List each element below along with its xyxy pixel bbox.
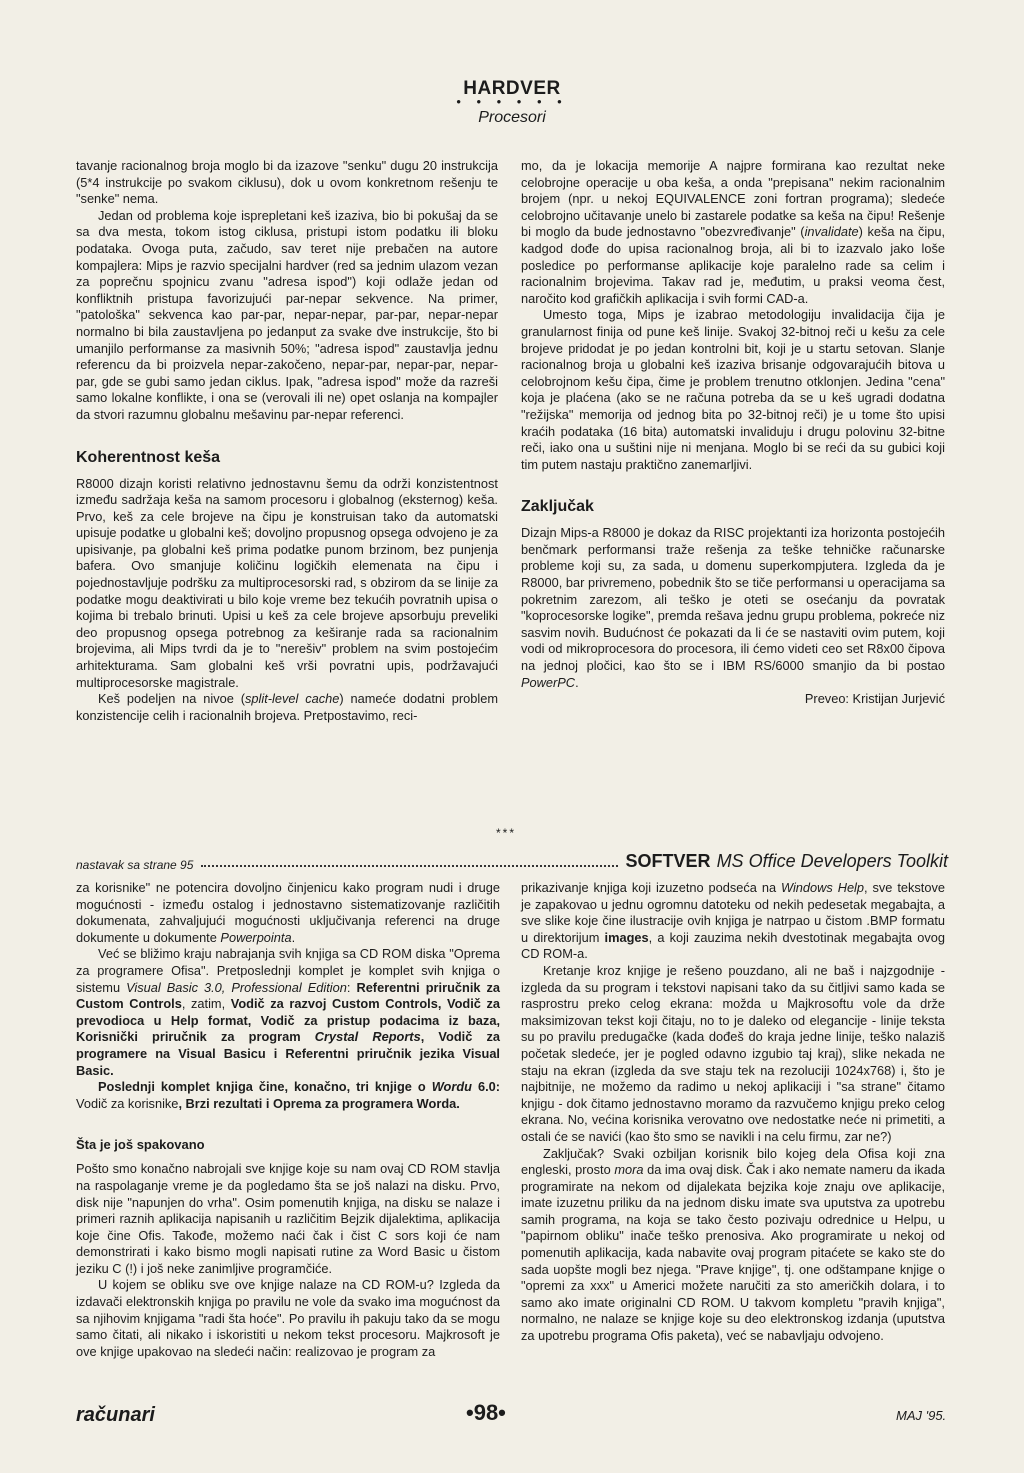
subsection-title: Procesori <box>478 109 546 126</box>
translator-credit: Preveo: Kristijan Jurjević <box>804 691 945 707</box>
section-separator-stars: *** <box>496 826 517 840</box>
header-dots: • • • • • • <box>456 94 568 109</box>
paragraph: R8000 dizajn koristi relativno jednostavnu šemu da održi konzistentnost između sadržaja keša na samom procesoru i globalnog (eksternog) keša. Prvo, keš za cele brojeve na čipu je konstruisan tako da automatski upisuje podatke u globalni keš; dovoljno propusnog opsega odvojeno je za upisivanje, pa globalni keš prima podatke punom brzinom, bez punjenja bafera. Ovo smanjuje količinu logičkih elemenata na čipu i pojednostavljuje podršku za multiprocesorski rad, s obzirom da se linije za podatke mogu deaktivirati u bilo koje vreme bez tekućih povratnih upisa o kojima bi trebalo brinuti. Upisi u keš za cele brojeve apsorbuju preveliki deo propusnog opsega potrebnog za keširanje rada sa racionalnim brojevima, ali Mips tvrdi da je to "nerešiv" problem na svim postojećim arhitekturama. Sam globalni keš vrši povratni upis, podržavajući multiprocesorske magistrale. <box>76 475 498 690</box>
column-3 <box>76 880 500 1360</box>
paragraph: mo, da je lokacija memorije A najpre formirana kao rezultat neke celobrojne operacije u oba keša, a onda "prepisana" nekim racionalnim brojem (npr. u nekoj EQUIVALENCE zoni fortran programa); sledeće celobrojno učitavanje unelo bi zastarele podatke sa keša na čipu! Rešenje bi moglo da bude jednostavno "obezvređivanje" (invalidate) keša na čipu, kadgod dođe do upisa racionalnog broja, ali bi to izazvalo jako loše posledice po performanse aplikacije koje paralelno rade sa celim i racionalnim brojevima. Takav rad je, međutim, u praksi veoma čest, naročito kod grafičkih aplikacija i svih formi CAD-a. <box>521 158 945 306</box>
continuation-bar <box>76 848 948 872</box>
magazine-logo: računari <box>76 1404 155 1426</box>
column-4 <box>521 880 945 1345</box>
paragraph: prikazivanje knjiga koji izuzetno podseća na Windows Help, sve tekstove je zapakovao u jednu ogromnu datoteku od nekih pedesetak megabajta, a sve slike koje čine ilustracije ovih knjiga je natrpao u čistom .BMP formatu u direktorijum images, a koji zauzima nekih dvestotinak megabajta ovog CD ROM-a. <box>521 880 946 962</box>
paragraph: za korisnike" ne potencira dovoljno činjenicu kako program nudi i druge mogućnosti - između ostalog i jednostavno sistematizovanje različitih dokumenata, zahvaljujući mogućnosti uključivanja referenci na druge dokumente u dokumente Powerpointa. <box>76 880 500 945</box>
paragraph: Jedan od problema koje isprepletani keš izaziva, bio bi pokušaj da se sa dva mesta, tokom istog ciklusa, pristupi istom podatku ili bloku podataka. Ovoga puta, začudo, sav teret nije prebačen na autore kompajlera: Mips je razvio specijalni hardver (red sa jednim ulazom vezan za poprečnu spojnicu zvanu "adresa ispod") koji odlaže jedan od konfliktnih pristupa favorizujući par-nepar sekvence. Na primer, "patološka" sekvenca kao par-par, nepar-nepar, par-par, nepar-nepar normalno bi bila zaustavljena po jedanput za svake dve instrukcije, što bi umanjilo performanse za masivnih 50%; "adresa ispod" zaustavlja jednu referencu da bi proizvela nepar-zakočeno, nepar-par, nepar-par, nepar-par, gde se gubi samo jedan ciklus. Ipak, "adresa ispod" može da razreši samo lokalne konflikte, i ona se (verovali ili ne) opet oslanja na kompajler da stvori razumnu globalnu mešavinu par-nepar referenci. <box>76 207 498 422</box>
heading-cache-coherence: Koherentnost keša <box>76 448 221 466</box>
dotted-leader <box>201 865 617 867</box>
paragraph: Zaključak? Svaki ozbiljan korisnik bilo kojeg dela Ofisa koji zna engleski, prosto mora da ima ovaj disk. Čak i ako nemate nameru da ikada programirate na nekom od dijalekata bejzika koje znaju ove aplikacije, imate izuzetnu priliku da na jednom disku imate sva uputstva za upotrebu samih programa, na koja se tako često pozivaju odrednice u Helpu, u "papirnom obliku" inače teško prenosiva. Ako programirate u nekoj od pomenutih aplikacija, kada nabavite ovaj program pitaćete se kako ste do sada uopšte mogli bez njega. "Prave knjige", tj. one odštampane knjige o "opremi za xxx" u Americi možete naručiti za sto američkih dolara, i to samo ako imate originalni CD ROM. U takvom kompletu "pravih knjiga", normalno, ne nalaze se knjige koje su deo elektronskog izdanja (uputstva za upotrebu programa Ofis paketa), već se nabavljaju odvojeno. <box>521 1145 945 1344</box>
paragraph: Poslednji komplet knjiga čine, konačno, tri knjige o Wordu 6.0: Vodič za korisnike, Brzi rezultati i Oprema za programera Worda. <box>76 1079 500 1111</box>
paragraph: U kojem se obliku sve ove knjige nalaze na CD ROM-u? Izgleda da izdavači elektronskih knjiga po pravilu ne vole da svako ima mogućnost da sa njihovim knjigama "radi šta hoće". Po pravilu ih pakuju tako da se mogu samo čitati, ali nikako i iskoristiti u nekom tekst procesoru. Majkrosoft je ove knjige upakovao na sledeći način: realizovao je program za <box>76 1277 500 1359</box>
heading-whats-packed: Šta je još spakovano <box>76 1137 205 1153</box>
paragraph: Pošto smo konačno nabrojali sve knjige koje su nam ovaj CD ROM stavlja na raspolaganje vreme je da pogledamo šta se još nalazi na disku. Prvo, disk nije "napunjen do vrha". Osim pomenutih knjiga, na disku se nalaze i primeri raznih aplikacija napisanih u različitim Bejzik dijalektima, aplikacija koje čine Ofis. Takođe, možemo naći čak i čist C sors koji će nam demonstrirati i kako bismo mogli napisati rutine za Word Basic u čistom jeziku C (!) i još neke zanimljive programčiće. <box>76 1161 500 1276</box>
column-2 <box>521 158 945 708</box>
paragraph: tavanje racionalnog broja moglo bi da izazove "senku" dugu 20 instrukcija (5*4 instrukcije po svakom ciklusu), dok u ovom konkretnom rešenju te "senke" nema. <box>76 158 498 207</box>
continued-from-label: nastavak sa strane 95 <box>76 858 194 872</box>
page-header <box>0 78 1024 128</box>
page-number: •98• <box>466 1400 506 1425</box>
paragraph: Keš podeljen na nivoe (split-level cache) nameće dodatni problem konzistencije celih i racionalnih brojeva. Pretpostavimo, reci- <box>76 691 498 723</box>
article-title: MS Office Developers Toolkit <box>716 851 948 871</box>
issue-date: MAJ '95. <box>896 1408 947 1423</box>
paragraph: Dizajn Mips-a R8000 je dokaz da RISC projektanti iza horizonta postojećih benčmark performansi traže rešenja za teške tehničke računarske probleme koji su, za sada, u domenu superkompjutera. Izgleda da je R8000, bar privremeno, pobednik što se tiče performansi u operacijama sa pokretnim zarezom, ali teško je oteti se osećanju da povratak "koprocesorske logike", premda rešava jednu grupu problema, pokreće niz sasvim novih. Budućnost će pokazati da li će se nastaviti ovim putem, koji vodi od mikroprocesora do procesora, ili ćemo videti ceo set R8x00 čipova na jednoj pločici, kao što se i IBM RS/6000 smanjio da bi postao PowerPC. <box>521 525 945 690</box>
paragraph: Već se bližimo kraju nabrajanja svih knjiga sa CD ROM diska "Oprema za programere Ofisa". Pretposlednji komplet je komplet svih knjiga o sistemu Visual Basic 3.0, Professional Edition: Referentni priručnik za Custom Controls, zatim, Vodič za razvoj Custom Controls, Vodič za prevodioca u Help format, Vodič za pristup podacima iz baza, Korisnički priručnik za program Crystal Reports, Vodič za programere na Visual Basicu i Referentni priručnik jezika Visual Basic. <box>76 946 501 1078</box>
software-section-label: SOFTVER <box>625 851 711 871</box>
heading-conclusion: Zaključak <box>521 498 594 516</box>
column-1 <box>76 158 498 724</box>
paragraph: Umesto toga, Mips je izabrao metodologiju invalidacija čija je granularnost finija od pune keš linije. Svakoj 32-bitnoj reči u kešu za cele brojeve pridodat je po jedan kontrolni bit, koji je u startu setovan. Slanje racionalnog broja u globalni keš izaziva brisanje odgovarajućih bitova u celobrojnom kešu čipa, čime je problem trenutno otklonjen. Jedina "cena" koja je plaćena (ako se ne računa potreba da se u keš ugradi dodatna "režijska" memorija od jednog bita po 32-bitnoj reči) je u tome što upisi kraćih podataka (16 bita) automatski invaliduju i drugu polovinu 32-bitne reči, iako ona u suštini nije ni menjana. Moglo bi se reći da su gubici koji tim putem nastaju praktično zanemarljivi. <box>521 307 945 472</box>
section-title: HARDVER <box>463 78 561 99</box>
paragraph: Kretanje kroz knjige je rešeno pouzdano, ali ne baš i najzgodnije - izgleda da su program i tekstovi napisani tako da su čitljivi samo kada se rasprostru preko celog ekrana: možda u Majkrosoftu vole da drže maksimizovan tekst koji čitaju, no to je daleko od elegancije - linije teksta su po pravilu predugačke (kada dođeš do kraja jedne linije, teško nalaziš početak sledeće, jer je pogled odavno izgubio taj kraj), slike nekada ne staju na ekran (izgleda da sve staju tek na rezoluciji 1024x768) i, što je najbitnije, ne možemo da radimo u nekoj aplikaciji i "sa strane" čitamo knjigu - dok čitamo jednostavno moramo da razvučemo knjigu preko celog ekrana. No, većina korisnika verovatno ove nedostatke neće ni primetiti, a ostali će se navići (kao što smo se navikli i na celu firmu, zar ne?) <box>521 962 945 1144</box>
